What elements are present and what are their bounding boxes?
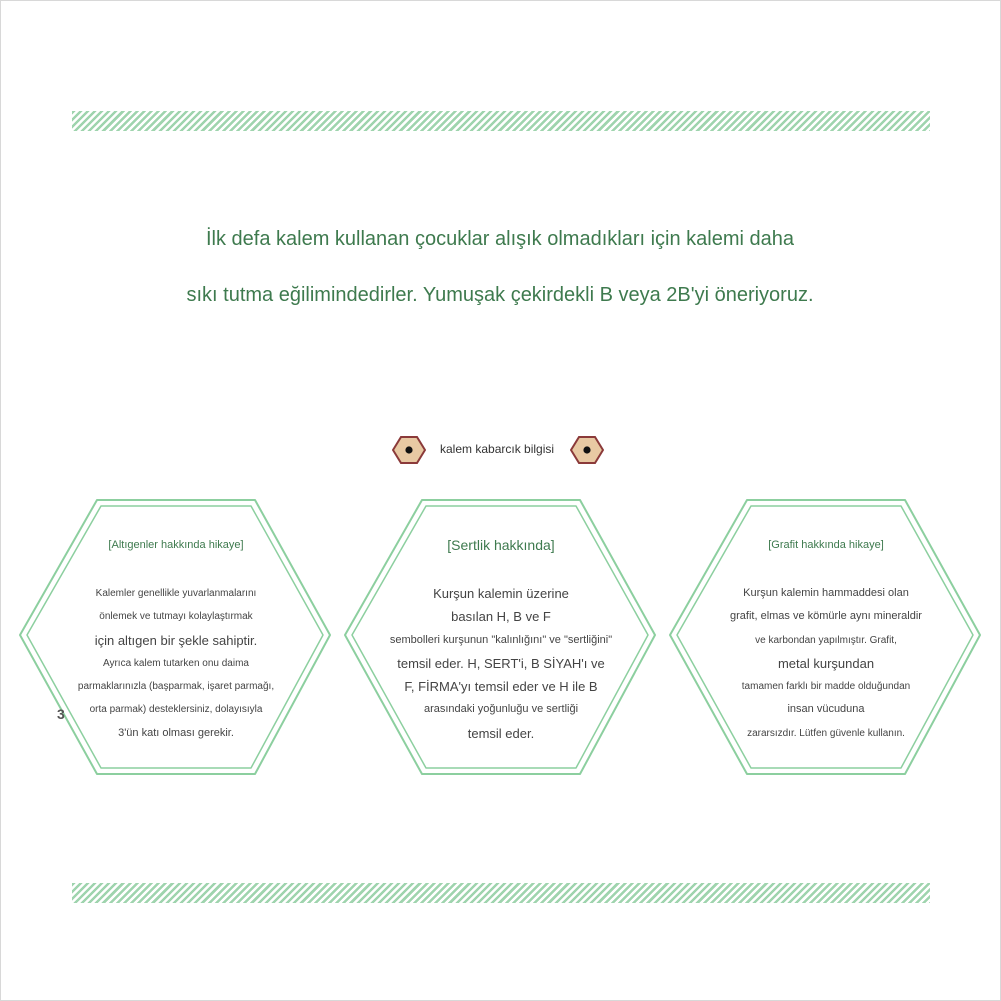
card-text-line: tamamen farklı bir madde olduğundan (741, 681, 911, 693)
card-text-line: parmaklarınızla (başparmak, işaret parmağı, (77, 681, 275, 693)
card-text-line: sembolleri kurşunun "kalınlığını" ve "sertliğini" (389, 633, 613, 646)
card-text-line: insan vücuduna (787, 703, 865, 716)
card-title: [Grafit hakkında hikaye] (768, 539, 884, 551)
card-title: [Sertlik hakkında] (447, 537, 555, 553)
info-card-hexagons (18, 498, 334, 778)
card-text-line: basılan H, B ve F (451, 609, 551, 625)
card-text-line: önlemek ve tutmayı kolaylaştırmak (99, 611, 253, 623)
card-text-line: orta parmak) desteklersiniz, dolayısıyla (89, 704, 263, 716)
bottom-stripe-divider (72, 883, 930, 903)
card-text-line: grafit, elmas ve kömürle aynı mineraldir (730, 610, 922, 623)
card-text-line: F, FİRMA'yı temsil eder ve H ile B (404, 679, 598, 695)
top-stripe-divider (72, 111, 930, 131)
card-text-line: ve karbondan yapılmıştır. Grafit, (755, 634, 897, 646)
pencil-hexagon-icon (392, 435, 426, 465)
intro-line-2: sıkı tutma eğilimindedirler. Yumuşak çekirdekli B veya 2B'yi öneriyoruz. (186, 284, 814, 306)
card-text-line: metal kurşundan (777, 655, 875, 671)
bubble-label: kalem kabarcık bilgisi (440, 442, 555, 456)
card-text-line: Ayrıca kalem tutarken onu daima (102, 657, 249, 669)
pencil-hexagon-icon (570, 435, 604, 465)
card-text-line: için altıgen bir şekle sahiptir. (94, 632, 258, 648)
card-text-line: zararsızdır. Lütfen güvenle kullanın. (747, 727, 905, 739)
info-card-hardness (343, 498, 659, 778)
card-body (18, 582, 334, 745)
bubble-info-row (392, 435, 606, 465)
intro-line-1: İlk defa kalem kullanan çocuklar alışık olmadıkları için kalemi daha (205, 228, 795, 250)
info-card-graphite (668, 498, 984, 778)
card-body (668, 582, 984, 745)
card-text-line: arasındaki yoğunluğu ve sertliği (423, 703, 579, 716)
card-text-line: temsil eder. (467, 725, 535, 741)
card-body (343, 582, 659, 745)
card-title: [Altıgenler hakkında hikaye] (108, 539, 244, 551)
card-text-line: Kalemler genellikle yuvarlanmalarını (95, 588, 257, 599)
card-text-line: Kurşun kalemin üzerine (433, 586, 569, 601)
card-text-line: Kurşun kalemin hammaddesi olan (743, 587, 909, 599)
card-text-line: 3'ün katı olması gerekir. (118, 726, 234, 739)
page-number: 3 (57, 706, 65, 722)
card-text-line: temsil eder. H, SERT'i, B SİYAH'ı ve (397, 655, 605, 671)
